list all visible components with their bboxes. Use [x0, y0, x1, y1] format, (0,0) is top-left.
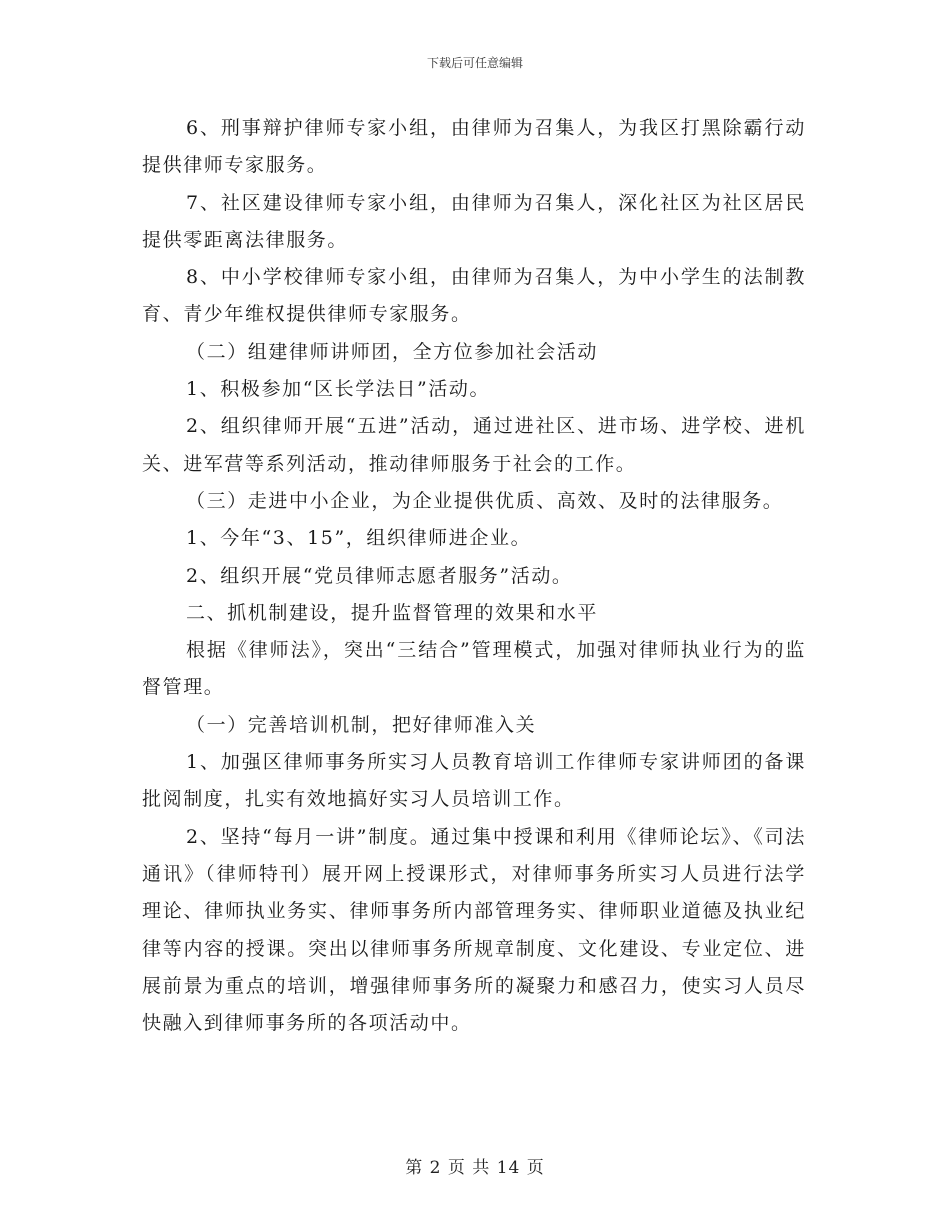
page-number-footer: 第 2 页 共 14 页: [405, 1158, 545, 1178]
paragraph-item-7: 7、社区建设律师专家小组，由律师为召集人，深化社区为社区居民提供零距离法律服务。: [142, 191, 806, 251]
page-header-note: 下载后可任意编辑: [426, 56, 523, 70]
paragraph-sub-1: 1、积极参加“区长学法日”活动。: [186, 378, 491, 401]
paragraph-training-2: 2、坚持“每月一讲”制度。通过集中授课和利用《律师论坛》、《司法通讯》（律师特刊）展开网上授课形式，对律师事务所实习人员进行法学理论、律师执业务实、律师事务所内部管理务实、律师职业道德及执业纪律等内容的授课。突出以律师事务所规章制度、文化建设、专业定位、进展前景为重点的培训，增强律师事务所的凝聚力和感召力，使实习人员尽快融入到律师事务所的各项活动中。: [142, 825, 806, 1035]
chapter-heading-2: 二、抓机制建设，提升监督管理的效果和水平: [186, 601, 599, 624]
paragraph-sub-3-1: 1、今年“3、15”，组织律师进企业。: [186, 527, 532, 550]
section-heading-training: （一）完善培训机制，把好律师准入关: [186, 713, 537, 736]
section-heading-2: （二）组建律师讲师团，全方位参加社会活动: [186, 340, 599, 363]
document-body: [142, 110, 806, 1042]
paragraph-item-6: 6、刑事辩护律师专家小组，由律师为召集人，为我区打黑除霸行动提供律师专家服务。: [142, 117, 806, 177]
paragraph-training-1: 1、加强区律师事务所实习人员教育培训工作律师专家讲师团的备课批阅制度，扎实有效地搞好实习人员培训工作。: [142, 751, 806, 811]
paragraph-sub-2: 2、组织律师开展“五进”活动，通过进社区、进市场、进学校、进机关、进军营等系列活动，推动律师服务于社会的工作。: [142, 415, 806, 475]
paragraph-sub-3-2: 2、组织开展“党员律师志愿者服务”活动。: [186, 564, 573, 587]
section-heading-3: （三）走进中小企业，为企业提供优质、高效、及时的法律服务。: [186, 489, 784, 512]
paragraph-law-intro: 根据《律师法》，突出“三结合”管理模式，加强对律师执业行为的监督管理。: [142, 639, 806, 699]
paragraph-item-8: 8、中小学校律师专家小组，由律师为召集人，为中小学生的法制教育、青少年维权提供律师专家服务。: [142, 266, 806, 326]
